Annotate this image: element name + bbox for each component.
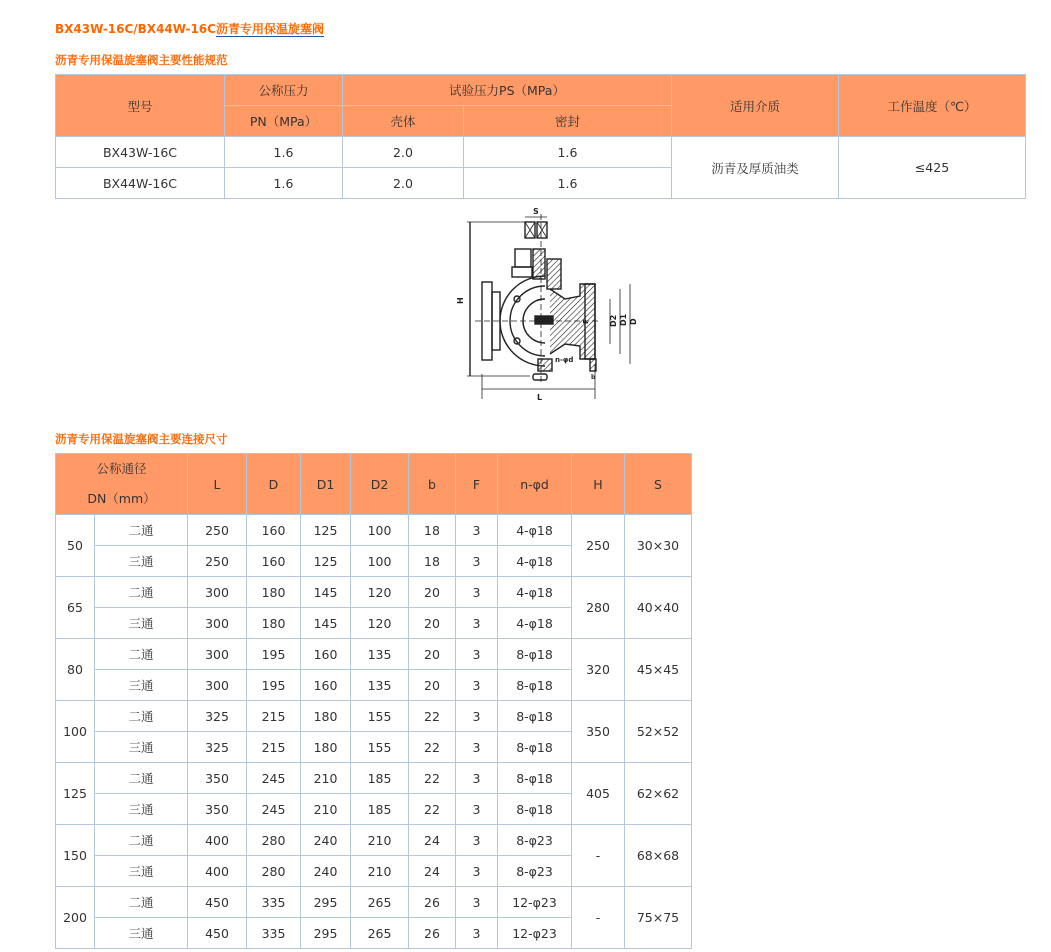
cell-type: 二通 bbox=[95, 763, 188, 794]
cell-b: 20 bbox=[409, 639, 456, 670]
header-pn-unit: PN（MPa） bbox=[225, 106, 343, 137]
header-medium: 适用介质 bbox=[672, 75, 839, 137]
cell-shell: 2.0 bbox=[343, 137, 464, 168]
label-d2: D2 bbox=[609, 314, 618, 327]
cell-f: 3 bbox=[456, 763, 498, 794]
cell-d: 180 bbox=[247, 608, 301, 639]
cell-f: 3 bbox=[456, 670, 498, 701]
table-row bbox=[56, 137, 1026, 168]
cell-d: 280 bbox=[247, 856, 301, 887]
cell-d2: 100 bbox=[351, 546, 409, 577]
spec-heading: 沥青专用保温旋塞阀主要性能规范 bbox=[55, 53, 228, 67]
cell-d2: 210 bbox=[351, 856, 409, 887]
header-d2: D2 bbox=[351, 454, 409, 515]
cell-d2: 120 bbox=[351, 577, 409, 608]
cell-h: 280 bbox=[572, 577, 625, 639]
cell-dn: 150 bbox=[56, 825, 95, 887]
cell-dn: 125 bbox=[56, 763, 95, 825]
cell-d1: 295 bbox=[301, 918, 351, 949]
cell-seal: 1.6 bbox=[464, 137, 672, 168]
table-row bbox=[56, 701, 692, 732]
cell-d1: 145 bbox=[301, 608, 351, 639]
cell-s: 40×40 bbox=[625, 577, 692, 639]
cell-f: 3 bbox=[456, 546, 498, 577]
header-nominal-pressure: 公称压力 bbox=[225, 75, 343, 106]
cell-type: 三通 bbox=[95, 918, 188, 949]
cell-f: 3 bbox=[456, 701, 498, 732]
cell-nd: 8-φ18 bbox=[498, 732, 572, 763]
table-row bbox=[56, 763, 692, 794]
header-s: S bbox=[625, 454, 692, 515]
cell-d1: 145 bbox=[301, 577, 351, 608]
table-row bbox=[56, 515, 692, 546]
label-s: S bbox=[533, 207, 539, 216]
dimensions-heading: 沥青专用保温旋塞阀主要连接尺寸 bbox=[55, 432, 228, 446]
cell-l: 400 bbox=[188, 856, 247, 887]
cell-type: 三通 bbox=[95, 608, 188, 639]
cell-temperature: ≤425 bbox=[839, 137, 1026, 199]
cell-d: 215 bbox=[247, 701, 301, 732]
cell-d2: 155 bbox=[351, 701, 409, 732]
table-row bbox=[56, 825, 692, 856]
cell-d: 195 bbox=[247, 670, 301, 701]
cell-d2: 185 bbox=[351, 763, 409, 794]
cell-b: 18 bbox=[409, 515, 456, 546]
cell-d2: 120 bbox=[351, 608, 409, 639]
cell-s: 75×75 bbox=[625, 887, 692, 949]
cell-l: 450 bbox=[188, 918, 247, 949]
cell-h: 250 bbox=[572, 515, 625, 577]
header-nd: n-φd bbox=[498, 454, 572, 515]
label-l: L bbox=[537, 393, 543, 402]
cell-f: 3 bbox=[456, 918, 498, 949]
cell-medium: 沥青及厚质油类 bbox=[672, 137, 839, 199]
cell-h: 405 bbox=[572, 763, 625, 825]
cell-d: 280 bbox=[247, 825, 301, 856]
cell-nd: 8-φ18 bbox=[498, 763, 572, 794]
header-dn bbox=[56, 454, 188, 515]
header-h: H bbox=[572, 454, 625, 515]
cell-d2: 210 bbox=[351, 825, 409, 856]
header-seal: 密封 bbox=[464, 106, 672, 137]
table-row bbox=[56, 577, 692, 608]
cell-s: 52×52 bbox=[625, 701, 692, 763]
cell-d2: 265 bbox=[351, 887, 409, 918]
cell-d: 335 bbox=[247, 918, 301, 949]
page-title bbox=[55, 20, 324, 37]
table-row bbox=[56, 639, 692, 670]
header-b: b bbox=[409, 454, 456, 515]
cell-s: 45×45 bbox=[625, 639, 692, 701]
cell-f: 3 bbox=[456, 794, 498, 825]
cell-b: 22 bbox=[409, 794, 456, 825]
cell-b: 22 bbox=[409, 701, 456, 732]
header-l: L bbox=[188, 454, 247, 515]
cell-l: 250 bbox=[188, 546, 247, 577]
cell-d1: 125 bbox=[301, 515, 351, 546]
title-prefix: BX43W-16C/BX44W-16C bbox=[55, 22, 216, 36]
header-dn-line2: DN（mm） bbox=[87, 491, 156, 506]
cell-d1: 160 bbox=[301, 670, 351, 701]
cell-l: 300 bbox=[188, 608, 247, 639]
cell-d: 335 bbox=[247, 887, 301, 918]
cell-b: 22 bbox=[409, 763, 456, 794]
cell-nd: 8-φ23 bbox=[498, 825, 572, 856]
cell-nd: 12-φ23 bbox=[498, 918, 572, 949]
cell-b: 26 bbox=[409, 887, 456, 918]
cell-nd: 8-φ18 bbox=[498, 670, 572, 701]
header-shell: 壳体 bbox=[343, 106, 464, 137]
cell-d: 245 bbox=[247, 794, 301, 825]
cell-f: 3 bbox=[456, 639, 498, 670]
cell-h: 350 bbox=[572, 701, 625, 763]
cell-d: 245 bbox=[247, 763, 301, 794]
cell-b: 20 bbox=[409, 670, 456, 701]
cell-l: 300 bbox=[188, 670, 247, 701]
cell-l: 350 bbox=[188, 794, 247, 825]
header-d: D bbox=[247, 454, 301, 515]
cell-f: 3 bbox=[456, 887, 498, 918]
cell-type: 二通 bbox=[95, 825, 188, 856]
spec-table bbox=[55, 74, 1026, 199]
cell-f: 3 bbox=[456, 825, 498, 856]
valve-diagram bbox=[455, 204, 645, 404]
cell-d2: 100 bbox=[351, 515, 409, 546]
cell-b: 24 bbox=[409, 856, 456, 887]
cell-l: 400 bbox=[188, 825, 247, 856]
cell-type: 二通 bbox=[95, 887, 188, 918]
cell-type: 二通 bbox=[95, 701, 188, 732]
cell-b: 24 bbox=[409, 825, 456, 856]
cell-nd: 4-φ18 bbox=[498, 515, 572, 546]
cell-pn: 1.6 bbox=[225, 137, 343, 168]
cell-dn: 65 bbox=[56, 577, 95, 639]
cell-nd: 8-φ18 bbox=[498, 701, 572, 732]
dimensions-table bbox=[55, 453, 692, 949]
cell-l: 300 bbox=[188, 639, 247, 670]
cell-type: 三通 bbox=[95, 732, 188, 763]
cell-s: 68×68 bbox=[625, 825, 692, 887]
label-nd: n-φd bbox=[555, 356, 574, 364]
label-d: D bbox=[629, 318, 638, 325]
header-f: F bbox=[456, 454, 498, 515]
cell-f: 3 bbox=[456, 732, 498, 763]
cell-nd: 8-φ23 bbox=[498, 856, 572, 887]
cell-nd: 4-φ18 bbox=[498, 608, 572, 639]
cell-d1: 240 bbox=[301, 856, 351, 887]
cell-dn: 50 bbox=[56, 515, 95, 577]
cell-d: 160 bbox=[247, 515, 301, 546]
cell-d1: 210 bbox=[301, 763, 351, 794]
cell-model: BX43W-16C bbox=[56, 137, 225, 168]
cell-type: 二通 bbox=[95, 515, 188, 546]
cell-seal: 1.6 bbox=[464, 168, 672, 199]
cell-d1: 210 bbox=[301, 794, 351, 825]
cell-d1: 295 bbox=[301, 887, 351, 918]
cell-s: 30×30 bbox=[625, 515, 692, 577]
cell-l: 325 bbox=[188, 701, 247, 732]
cell-d: 215 bbox=[247, 732, 301, 763]
cell-d: 195 bbox=[247, 639, 301, 670]
label-d1: D1 bbox=[619, 313, 628, 326]
cell-type: 二通 bbox=[95, 639, 188, 670]
cell-nd: 12-φ23 bbox=[498, 887, 572, 918]
cell-type: 三通 bbox=[95, 856, 188, 887]
label-f: F bbox=[582, 319, 590, 324]
cell-f: 3 bbox=[456, 577, 498, 608]
cell-b: 20 bbox=[409, 577, 456, 608]
cell-model: BX44W-16C bbox=[56, 168, 225, 199]
label-h: H bbox=[456, 297, 465, 304]
cell-f: 3 bbox=[456, 515, 498, 546]
cell-b: 26 bbox=[409, 918, 456, 949]
cell-d1: 240 bbox=[301, 825, 351, 856]
header-dn-line1: 公称通径 bbox=[96, 461, 147, 476]
header-d1: D1 bbox=[301, 454, 351, 515]
cell-type: 二通 bbox=[95, 577, 188, 608]
cell-f: 3 bbox=[456, 856, 498, 887]
cell-d2: 155 bbox=[351, 732, 409, 763]
cell-f: 3 bbox=[456, 608, 498, 639]
cell-nd: 8-φ18 bbox=[498, 794, 572, 825]
cell-nd: 8-φ18 bbox=[498, 639, 572, 670]
cell-s: 62×62 bbox=[625, 763, 692, 825]
table-row bbox=[56, 887, 692, 918]
cell-dn: 200 bbox=[56, 887, 95, 949]
cell-type: 三通 bbox=[95, 794, 188, 825]
cell-d1: 160 bbox=[301, 639, 351, 670]
cell-b: 18 bbox=[409, 546, 456, 577]
cell-b: 22 bbox=[409, 732, 456, 763]
title-link[interactable]: 沥青专用保温旋塞阀 bbox=[215, 22, 324, 36]
cell-l: 350 bbox=[188, 763, 247, 794]
cell-shell: 2.0 bbox=[343, 168, 464, 199]
cell-h: - bbox=[572, 825, 625, 887]
cell-d: 160 bbox=[247, 546, 301, 577]
cell-d2: 185 bbox=[351, 794, 409, 825]
header-model: 型号 bbox=[56, 75, 225, 137]
cell-d: 180 bbox=[247, 577, 301, 608]
cell-type: 三通 bbox=[95, 546, 188, 577]
cell-d2: 265 bbox=[351, 918, 409, 949]
cell-d2: 135 bbox=[351, 639, 409, 670]
cell-pn: 1.6 bbox=[225, 168, 343, 199]
cell-d1: 125 bbox=[301, 546, 351, 577]
cell-nd: 4-φ18 bbox=[498, 546, 572, 577]
cell-h: 320 bbox=[572, 639, 625, 701]
cell-dn: 80 bbox=[56, 639, 95, 701]
label-b: b bbox=[591, 374, 596, 381]
cell-l: 450 bbox=[188, 887, 247, 918]
cell-d1: 180 bbox=[301, 732, 351, 763]
cell-l: 250 bbox=[188, 515, 247, 546]
cell-l: 325 bbox=[188, 732, 247, 763]
cell-type: 三通 bbox=[95, 670, 188, 701]
cell-d1: 180 bbox=[301, 701, 351, 732]
cell-dn: 100 bbox=[56, 701, 95, 763]
cell-l: 300 bbox=[188, 577, 247, 608]
header-test-pressure: 试验压力PS（MPa） bbox=[343, 75, 672, 106]
cell-h: - bbox=[572, 887, 625, 949]
cell-b: 20 bbox=[409, 608, 456, 639]
cell-nd: 4-φ18 bbox=[498, 577, 572, 608]
cell-d2: 135 bbox=[351, 670, 409, 701]
header-temperature: 工作温度（℃） bbox=[839, 75, 1026, 137]
